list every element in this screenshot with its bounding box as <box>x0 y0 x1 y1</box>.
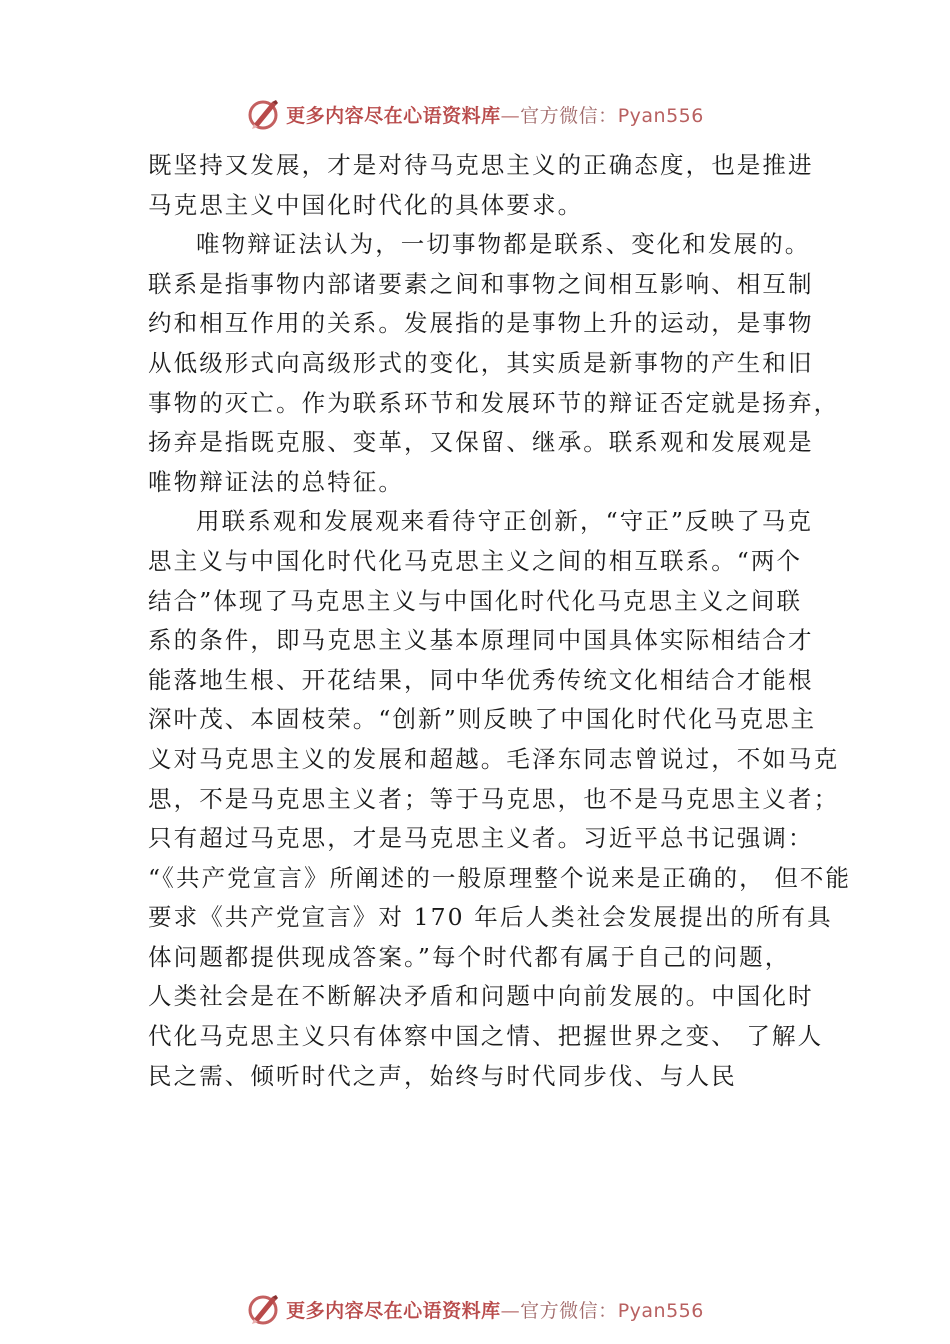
text-line: 事物的灭亡。作为联系环节和发展环节的辩证否定就是扬弃， <box>148 388 840 417</box>
text-line: 能落地生根、开花结果，同中华优秀传统文化相结合才能根 <box>148 665 814 694</box>
document-body <box>148 146 852 1096</box>
text-line: 既坚持又发展，才是对待马克思主义的正确态度，也是推进 <box>148 151 814 179</box>
banner-wechat-id: Pyan556 <box>617 104 704 127</box>
paragraph-start-line: 用联系观和发展观来看待守正创新，“守正”反映了马克 <box>196 507 814 536</box>
text-line: 马克思主义中国化时代化的具体要求。 <box>148 190 584 219</box>
text-line: 结合”体现了马克思主义与中国化时代化马克思主义之间联 <box>148 586 803 615</box>
text-line: 代化马克思主义只有体察中国之情、把握世界之变、 了解人 <box>148 1022 824 1051</box>
text-line: 体问题都提供现成答案。”每个时代都有属于自己的问题， <box>148 942 791 971</box>
header-banner <box>0 94 950 134</box>
text-line: 民之需、倾听时代之声，始终与时代同步伐、与人民 <box>148 1061 737 1090</box>
pen-logo-icon <box>246 1291 282 1327</box>
banner-slogan: 更多内容尽在心语资料库 <box>286 1299 501 1322</box>
footer-banner <box>0 1289 950 1329</box>
banner-wechat-id: Pyan556 <box>617 1299 704 1322</box>
text-line: 要求《共产党宣言》对 170 年后人类社会发展提出的所有具 <box>148 903 833 932</box>
banner-dash: — <box>500 104 521 127</box>
text-line: “《共产党宣言》所阐述的一般原理整个说来是正确的， 但不能 <box>148 863 852 892</box>
banner-text <box>286 1296 704 1323</box>
text-line: 约和相互作用的关系。发展指的是事物上升的运动，是事物 <box>148 309 814 338</box>
text-line: 只有超过马克思，才是马克思主义者。习近平总书记强调： <box>148 824 814 853</box>
text-line: 联系是指事物内部诸要素之间和事物之间相互影响、相互制 <box>148 269 814 298</box>
banner-text <box>286 101 704 128</box>
banner-slogan: 更多内容尽在心语资料库 <box>286 104 501 127</box>
text-line: 从低级形式向高级形式的变化，其实质是新事物的产生和旧 <box>148 348 814 377</box>
banner-wechat-label: 官方微信： <box>520 1299 618 1322</box>
text-line: 义对马克思主义的发展和超越。毛泽东同志曾说过，不如马克 <box>148 744 840 773</box>
text-line: 思，不是马克思主义者；等于马克思，也不是马克思主义者； <box>148 784 840 813</box>
text-line: 人类社会是在不断解决矛盾和问题中向前发展的。中国化时 <box>148 982 814 1011</box>
text-line: 扬弃是指既克服、变革，又保留、继承。联系观和发展观是 <box>148 428 814 457</box>
banner-dash: — <box>500 1299 521 1322</box>
text-line: 唯物辩证法的总特征。 <box>148 467 404 496</box>
paragraph-start-line: 唯物辩证法认为，一切事物都是联系、变化和发展的。 <box>196 230 811 259</box>
banner-wechat-label: 官方微信： <box>520 104 618 127</box>
text-line: 深叶茂、本固枝荣。“创新”则反映了中国化时代化马克思主 <box>148 705 817 734</box>
text-line: 思主义与中国化时代化马克思主义之间的相互联系。“两个 <box>148 546 803 575</box>
text-line: 系的条件，即马克思主义基本原理同中国具体实际相结合才 <box>148 626 814 655</box>
pen-logo-icon <box>246 96 282 132</box>
